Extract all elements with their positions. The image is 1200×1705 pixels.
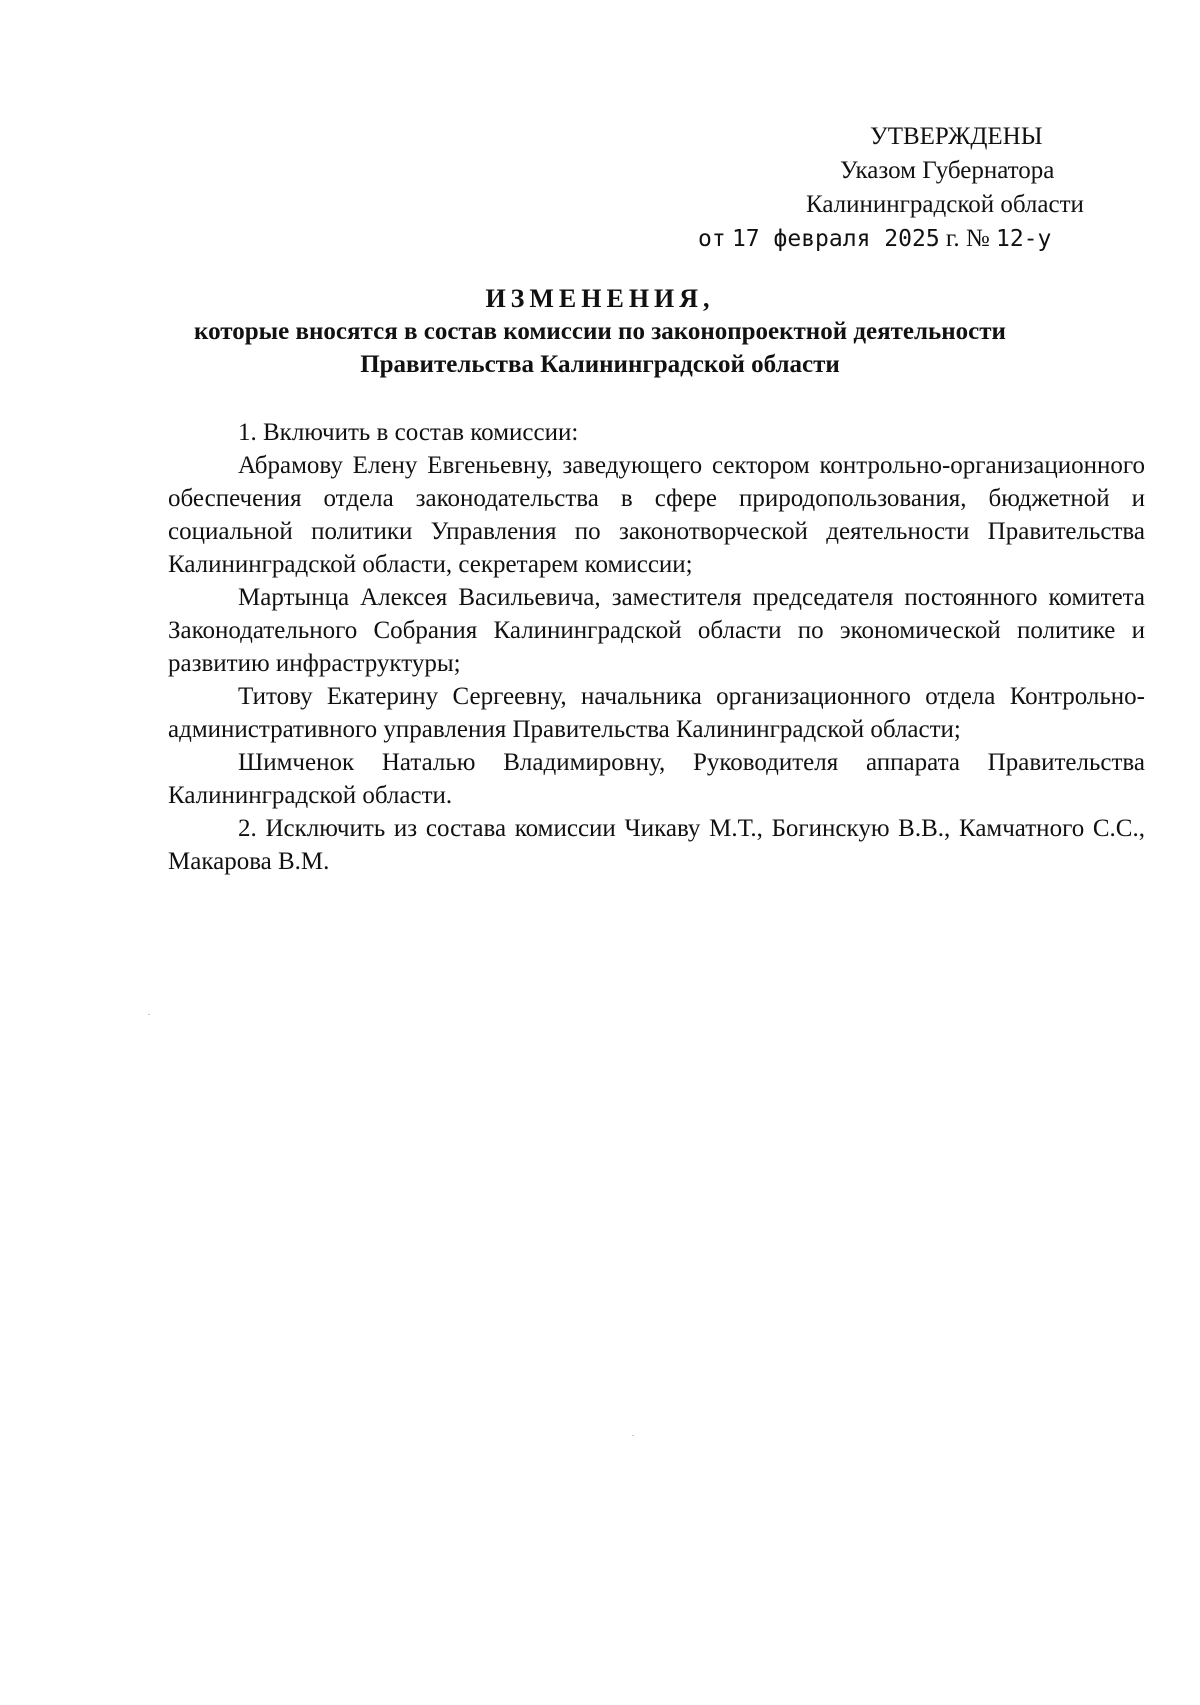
date-value: 17 февраля 2025: [731, 226, 940, 252]
decree-number: 12-у: [995, 226, 1052, 252]
heading-subtitle-1: которые вносятся в состав комиссии по законопроектной деятельности: [194, 318, 1006, 345]
paragraph-abramova: Абрамову Елену Евгеньевну, заведующего сектором контрольно-организационного обеспечения отдела законодательства в сфере природопользования, бюджетной и социальной политики Управления по законотворческой деятельности Правительства Калининградской области, секретарем комиссии;: [168, 452, 1145, 578]
approval-title: УТВЕРЖДЕНЫ: [870, 123, 1043, 150]
paragraph-martynets: Мартынца Алексея Васильевича, заместителя председателя постоянного комитета Законодательного Собрания Калининградской области по экономической политике и развитию инфраструктуры;: [168, 584, 1145, 677]
approval-block: [690, 120, 1160, 256]
paragraph-exclude: 2. Исключить из состава комиссии Чикаву М.Т., Богинскую В.В., Камчатного С.С., Макарова В.М.: [168, 815, 1145, 875]
scan-speck: [148, 1014, 150, 1015]
date-suffix: г. №: [945, 225, 990, 252]
document-body: [168, 416, 1145, 878]
approval-region: Калининградской области: [806, 191, 1084, 218]
paragraph-include: 1. Включить в состав комиссии:: [238, 419, 579, 446]
heading-subtitle-2: Правительства Калининградской области: [360, 351, 840, 378]
scan-speck: [632, 1435, 634, 1436]
paragraph-titova: Титову Екатерину Сергеевну, начальника организационного отдела Контрольно-административного управления Правительства Калининградской области;: [168, 683, 1145, 743]
heading-title: ИЗМЕНЕНИЯ,: [485, 284, 715, 313]
document-heading: [100, 282, 1100, 381]
paragraph-shimchenok: Шимченок Наталью Владимировну, Руководителя аппарата Правительства Калининградской области.: [168, 749, 1145, 809]
date-prefix: от: [698, 226, 726, 252]
approval-date-line: [690, 222, 1160, 256]
approval-decree: Указом Губернатора: [840, 157, 1055, 184]
